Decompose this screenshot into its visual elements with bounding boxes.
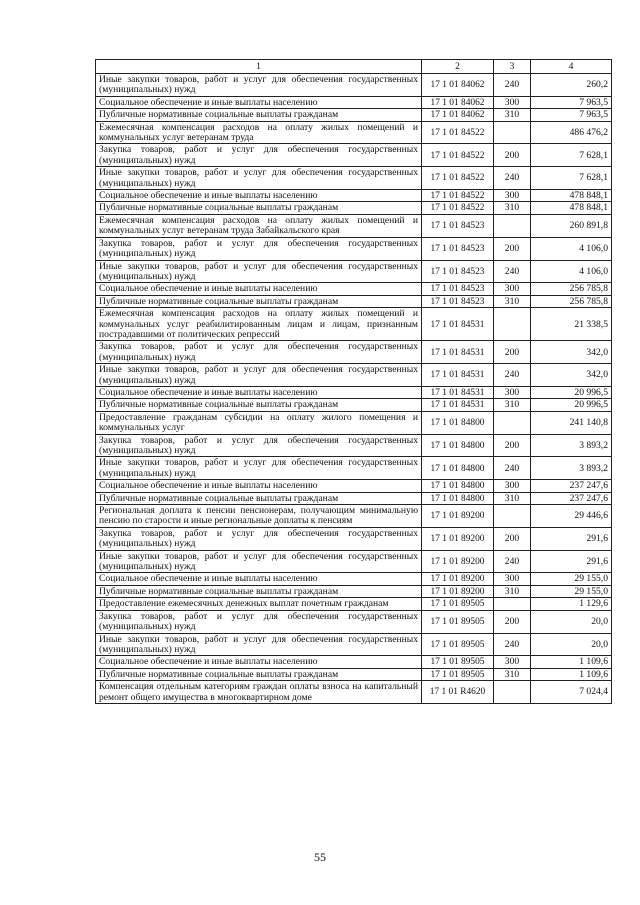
row-name-cell: Иные закупки товаров, работ и услуг для обеспечения государственных (муниципальных) нужд: [96, 633, 422, 656]
table-row: [96, 214, 612, 237]
row-expense-type-cell: 300: [494, 573, 531, 585]
row-expense-type-cell: 300: [494, 656, 531, 668]
row-name-cell: Иные закупки товаров, работ и услуг для обеспечения государственных (муниципальных) нужд: [96, 364, 422, 387]
row-code-cell: 17 1 01 84531: [422, 364, 494, 387]
row-code-cell: 17 1 01 84062: [422, 96, 494, 108]
table-row: [96, 308, 612, 341]
row-amount-cell: 20,0: [531, 610, 612, 633]
row-amount-cell: 478 848,1: [531, 202, 612, 214]
row-amount-cell: 1 129,6: [531, 598, 612, 610]
row-amount-cell: 256 785,8: [531, 283, 612, 295]
row-name-cell: Региональная доплата к пенсии пенсионерам, получающим минимальную пенсию по старости и иные региональные доплаты к пенсиям: [96, 505, 422, 528]
row-amount-cell: 291,6: [531, 550, 612, 573]
row-code-cell: 17 1 01 84800: [422, 480, 494, 492]
table-row: [96, 341, 612, 364]
row-expense-type-cell: 200: [494, 237, 531, 260]
row-amount-cell: 342,0: [531, 341, 612, 364]
row-code-cell: 17 1 01 89200: [422, 550, 494, 573]
row-amount-cell: 1 109,6: [531, 668, 612, 680]
table-row: [96, 167, 612, 190]
row-expense-type-cell: [494, 214, 531, 237]
row-amount-cell: 486 476,2: [531, 121, 612, 144]
row-name-cell: Компенсация отдельным категориям граждан оплаты взноса на капитальный ремонт общего имущества в многоквартирном доме: [96, 681, 422, 704]
row-name-cell: Предоставление ежемесячных денежных выплат почетным гражданам: [96, 598, 422, 610]
row-code-cell: 17 1 01 89200: [422, 573, 494, 585]
row-code-cell: 17 1 01 84522: [422, 190, 494, 202]
row-name-cell: Социальное обеспечение и иные выплаты населению: [96, 190, 422, 202]
row-name-cell: Предоставление гражданам субсидии на оплату жилого помещения и коммунальных услуг: [96, 411, 422, 434]
row-amount-cell: 260 891,8: [531, 214, 612, 237]
row-amount-cell: 3 893,2: [531, 457, 612, 480]
row-code-cell: 17 1 01 84522: [422, 121, 494, 144]
row-code-cell: 17 1 01 84523: [422, 237, 494, 260]
row-amount-cell: 237 247,6: [531, 480, 612, 492]
row-amount-cell: 20,0: [531, 633, 612, 656]
table-row: [96, 527, 612, 550]
row-amount-cell: 1 109,6: [531, 656, 612, 668]
row-expense-type-cell: 200: [494, 527, 531, 550]
row-name-cell: Социальное обеспечение и иные выплаты населению: [96, 96, 422, 108]
row-amount-cell: 256 785,8: [531, 295, 612, 307]
row-expense-type-cell: 240: [494, 633, 531, 656]
row-name-cell: Иные закупки товаров, работ и услуг для обеспечения государственных (муниципальных) нужд: [96, 167, 422, 190]
row-code-cell: 17 1 01 89200: [422, 585, 494, 597]
row-code-cell: 17 1 01 89200: [422, 527, 494, 550]
row-expense-type-cell: 240: [494, 550, 531, 573]
row-amount-cell: 291,6: [531, 527, 612, 550]
row-expense-type-cell: [494, 598, 531, 610]
row-name-cell: Социальное обеспечение и иные выплаты населению: [96, 573, 422, 585]
header-col-2: 2: [422, 60, 494, 74]
row-expense-type-cell: [494, 681, 531, 704]
row-name-cell: Социальное обеспечение и иные выплаты населению: [96, 386, 422, 398]
table-row: [96, 260, 612, 283]
row-code-cell: 17 1 01 84523: [422, 260, 494, 283]
row-name-cell: Ежемесячная компенсация расходов на оплату жилых помещений и коммунальных услуг реабилитированным лицам и лицам, признанным пострадавшими от политических репрессий: [96, 308, 422, 341]
table-row: [96, 457, 612, 480]
row-code-cell: 17 1 01 84531: [422, 308, 494, 341]
row-name-cell: Закупка товаров, работ и услуг для обеспечения государственных (муниципальных) нужд: [96, 434, 422, 457]
row-amount-cell: 342,0: [531, 364, 612, 387]
row-name-cell: Закупка товаров, работ и услуг для обеспечения государственных (муниципальных) нужд: [96, 144, 422, 167]
row-code-cell: 17 1 01 89200: [422, 505, 494, 528]
row-amount-cell: 7 628,1: [531, 167, 612, 190]
row-name-cell: Социальное обеспечение и иные выплаты населению: [96, 283, 422, 295]
row-amount-cell: 7 963,5: [531, 96, 612, 108]
row-name-cell: Иные закупки товаров, работ и услуг для обеспечения государственных (муниципальных) нужд: [96, 457, 422, 480]
row-name-cell: Публичные нормативные социальные выплаты гражданам: [96, 202, 422, 214]
row-code-cell: 17 1 01 89505: [422, 610, 494, 633]
table-row: [96, 190, 612, 202]
table-row: [96, 550, 612, 573]
row-code-cell: 17 1 01 84531: [422, 341, 494, 364]
table-row: [96, 656, 612, 668]
row-expense-type-cell: 310: [494, 202, 531, 214]
table-row: [96, 598, 612, 610]
row-code-cell: 17 1 01 84062: [422, 109, 494, 121]
row-amount-cell: 20 996,5: [531, 386, 612, 398]
row-code-cell: 17 1 01 84800: [422, 457, 494, 480]
row-amount-cell: 29 446,6: [531, 505, 612, 528]
row-name-cell: Социальное обеспечение и иные выплаты населению: [96, 656, 422, 668]
row-name-cell: Ежемесячная компенсация расходов на оплату жилых помещений и коммунальных услуг ветеранам труда: [96, 121, 422, 144]
header-col-3: 3: [494, 60, 531, 74]
row-expense-type-cell: 300: [494, 190, 531, 202]
table-row: [96, 480, 612, 492]
row-name-cell: Иные закупки товаров, работ и услуг для обеспечения государственных (муниципальных) нужд: [96, 260, 422, 283]
row-code-cell: 17 1 01 84523: [422, 295, 494, 307]
row-name-cell: Публичные нормативные социальные выплаты гражданам: [96, 585, 422, 597]
row-name-cell: Иные закупки товаров, работ и услуг для обеспечения государственных (муниципальных) нужд: [96, 550, 422, 573]
table-row: [96, 668, 612, 680]
table-row: [96, 96, 612, 108]
table-row: [96, 74, 612, 97]
row-amount-cell: 3 893,2: [531, 434, 612, 457]
row-name-cell: Социальное обеспечение и иные выплаты населению: [96, 480, 422, 492]
row-code-cell: 17 1 01 84800: [422, 492, 494, 504]
table-row: [96, 411, 612, 434]
row-name-cell: Ежемесячная компенсация расходов на оплату жилых помещений и коммунальных услуг ветеранам труда Забайкальского края: [96, 214, 422, 237]
row-code-cell: 17 1 01 84522: [422, 167, 494, 190]
row-expense-type-cell: 240: [494, 167, 531, 190]
row-expense-type-cell: 200: [494, 341, 531, 364]
row-code-cell: 17 1 01 84800: [422, 411, 494, 434]
row-expense-type-cell: 310: [494, 668, 531, 680]
table-row: [96, 144, 612, 167]
table-row: [96, 610, 612, 633]
table-row: [96, 283, 612, 295]
row-name-cell: Иные закупки товаров, работ и услуг для обеспечения государственных (муниципальных) нужд: [96, 74, 422, 97]
table-row: [96, 121, 612, 144]
row-name-cell: Закупка товаров, работ и услуг для обеспечения государственных (муниципальных) нужд: [96, 341, 422, 364]
row-expense-type-cell: 240: [494, 457, 531, 480]
table-row: [96, 492, 612, 504]
table-row: [96, 585, 612, 597]
row-expense-type-cell: [494, 505, 531, 528]
row-name-cell: Публичные нормативные социальные выплаты гражданам: [96, 668, 422, 680]
row-name-cell: Закупка товаров, работ и услуг для обеспечения государственных (муниципальных) нужд: [96, 237, 422, 260]
row-expense-type-cell: 300: [494, 96, 531, 108]
table-row: [96, 633, 612, 656]
row-expense-type-cell: [494, 121, 531, 144]
table-row: [96, 434, 612, 457]
row-amount-cell: 21 338,5: [531, 308, 612, 341]
row-expense-type-cell: [494, 411, 531, 434]
table-row: [96, 681, 612, 704]
row-expense-type-cell: 310: [494, 585, 531, 597]
table-row: [96, 386, 612, 398]
row-name-cell: Публичные нормативные социальные выплаты гражданам: [96, 399, 422, 411]
row-code-cell: 17 1 01 84523: [422, 283, 494, 295]
row-amount-cell: 4 106,0: [531, 237, 612, 260]
row-code-cell: 17 1 01 84522: [422, 144, 494, 167]
row-amount-cell: 29 155,0: [531, 585, 612, 597]
row-code-cell: 17 1 01 84522: [422, 202, 494, 214]
row-amount-cell: 7 024,4: [531, 681, 612, 704]
table-row: [96, 573, 612, 585]
row-expense-type-cell: 310: [494, 109, 531, 121]
row-amount-cell: 7 628,1: [531, 144, 612, 167]
table-row: [96, 505, 612, 528]
row-expense-type-cell: 240: [494, 260, 531, 283]
row-amount-cell: 4 106,0: [531, 260, 612, 283]
row-name-cell: Публичные нормативные социальные выплаты гражданам: [96, 109, 422, 121]
header-col-1: 1: [96, 60, 422, 74]
table-row: [96, 295, 612, 307]
budget-table: [95, 59, 612, 704]
row-name-cell: Закупка товаров, работ и услуг для обеспечения государственных (муниципальных) нужд: [96, 527, 422, 550]
row-expense-type-cell: 310: [494, 399, 531, 411]
row-code-cell: 17 1 01 89505: [422, 598, 494, 610]
table-row: [96, 202, 612, 214]
row-code-cell: 17 1 01 84800: [422, 434, 494, 457]
page-number: 55: [314, 850, 326, 864]
row-code-cell: 17 1 01 84531: [422, 399, 494, 411]
row-expense-type-cell: 300: [494, 386, 531, 398]
row-expense-type-cell: 200: [494, 144, 531, 167]
row-name-cell: Закупка товаров, работ и услуг для обеспечения государственных (муниципальных) нужд: [96, 610, 422, 633]
row-amount-cell: 478 848,1: [531, 190, 612, 202]
row-code-cell: 17 1 01 84523: [422, 214, 494, 237]
table-row: [96, 109, 612, 121]
table-row: [96, 399, 612, 411]
row-amount-cell: 20 996,5: [531, 399, 612, 411]
row-amount-cell: 260,2: [531, 74, 612, 97]
row-expense-type-cell: 300: [494, 283, 531, 295]
table-row: [96, 364, 612, 387]
row-expense-type-cell: 240: [494, 74, 531, 97]
row-amount-cell: 241 140,8: [531, 411, 612, 434]
row-name-cell: Публичные нормативные социальные выплаты гражданам: [96, 492, 422, 504]
row-expense-type-cell: [494, 308, 531, 341]
table-row: [96, 237, 612, 260]
row-expense-type-cell: 240: [494, 364, 531, 387]
row-name-cell: Публичные нормативные социальные выплаты гражданам: [96, 295, 422, 307]
row-amount-cell: 7 963,5: [531, 109, 612, 121]
row-code-cell: 17 1 01 R4620: [422, 681, 494, 704]
row-amount-cell: 237 247,6: [531, 492, 612, 504]
row-code-cell: 17 1 01 89505: [422, 633, 494, 656]
row-expense-type-cell: 300: [494, 480, 531, 492]
row-expense-type-cell: 310: [494, 295, 531, 307]
header-col-4: 4: [531, 60, 612, 74]
table-header-row: [96, 60, 612, 74]
row-code-cell: 17 1 01 84531: [422, 386, 494, 398]
row-expense-type-cell: 310: [494, 492, 531, 504]
row-amount-cell: 29 155,0: [531, 573, 612, 585]
row-code-cell: 17 1 01 84062: [422, 74, 494, 97]
row-expense-type-cell: 200: [494, 610, 531, 633]
row-code-cell: 17 1 01 89505: [422, 656, 494, 668]
row-expense-type-cell: 200: [494, 434, 531, 457]
row-code-cell: 17 1 01 89505: [422, 668, 494, 680]
